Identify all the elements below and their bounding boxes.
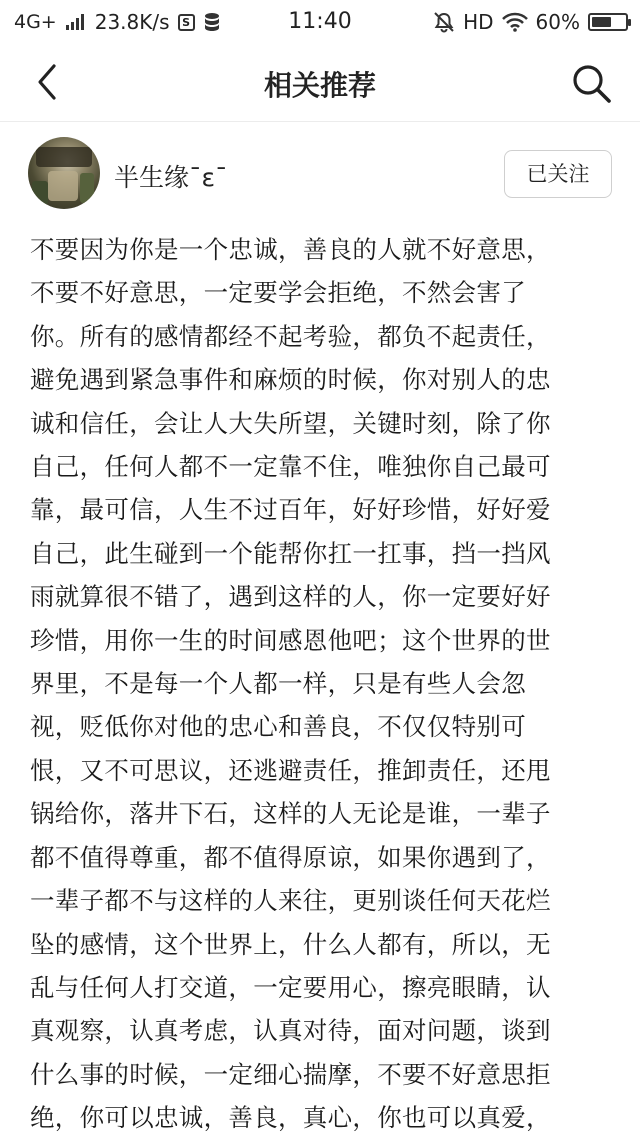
nav-bar [0, 44, 640, 122]
article-line: 诚和信任，会让人大失所望，关键时刻，除了你 [30, 408, 551, 438]
article-line: 恨，又不可思议，还逃避责任，推卸责任，还甩 [30, 755, 551, 785]
hd-label: HD [463, 10, 494, 34]
avatar[interactable] [28, 137, 100, 209]
article-line: 你。所有的感情都经不起考验，都负不起责任， [30, 321, 551, 351]
article-line: 珍惜，用你一生的时间感恩他吧；这个世界的世 [30, 625, 551, 655]
article-line: 乱与任何人打交道，一定要用心，擦亮眼睛，认 [30, 972, 551, 1002]
network-speed: 23.8K/s [94, 10, 170, 34]
author-name[interactable]: 半生缘¯ε¯ [114, 163, 228, 192]
article-line: 绝，你可以忠诚，善良，真心，你也可以真爱， [30, 1103, 551, 1133]
follow-button[interactable]: 已关注 [504, 150, 612, 198]
article-line: 避免遇到紧急事件和麻烦的时候，你对别人的忠 [30, 365, 551, 395]
article-line: 都不值得尊重，都不值得原谅，如果你遇到了， [30, 842, 551, 872]
article-body [30, 228, 614, 1140]
article-line: 视，贬低你对他的忠心和善良，不仅仅特别可 [30, 712, 526, 742]
article-line: 不要因为你是一个忠诚，善良的人就不好意思， [30, 235, 551, 264]
article-line: 自己，任何人都不一定靠不住，唯独你自己最可 [30, 452, 551, 482]
article-line: 真观察，认真考虑，认真对待，面对问题，谈到 [30, 1016, 551, 1046]
article-line: 靠，最可信，人生不过百年，好好珍惜，好好爱 [30, 495, 551, 525]
network-type: 4G+ [14, 11, 57, 33]
wifi-icon [502, 12, 528, 32]
search-icon[interactable] [570, 62, 612, 104]
mute-bell-icon [433, 11, 455, 33]
s-app-icon: S [178, 14, 195, 31]
status-right [433, 10, 628, 34]
battery-percent: 60% [535, 10, 580, 34]
article-line: 坠的感情，这个世界上，什么人都有，所以，无 [30, 929, 551, 959]
clock: 11:40 [288, 9, 352, 34]
article-line: 锅给你，落井下石，这样的人无论是谁，一辈子 [30, 799, 551, 829]
page-title: 相关推荐 [263, 69, 376, 102]
author-row [0, 122, 640, 226]
article-line: 界里，不是每一个人都一样，只是有些人会忽 [30, 669, 526, 699]
battery-fill [592, 17, 611, 27]
article-line: 自己，此生碰到一个能帮你扛一扛事，挡一挡风 [30, 538, 551, 568]
article-line: 一辈子都不与这样的人来往，更别谈任何天花烂 [30, 886, 551, 916]
article-line: 雨就算很不错了，遇到这样的人，你一定要好好 [30, 582, 551, 612]
article-line: 什么事的时候，一定细心揣摩，不要不好意思拒 [30, 1059, 551, 1089]
battery-icon [588, 13, 628, 31]
article-line: 不要不好意思，一定要学会拒绝，不然会害了 [30, 278, 526, 308]
status-bar [0, 0, 640, 44]
